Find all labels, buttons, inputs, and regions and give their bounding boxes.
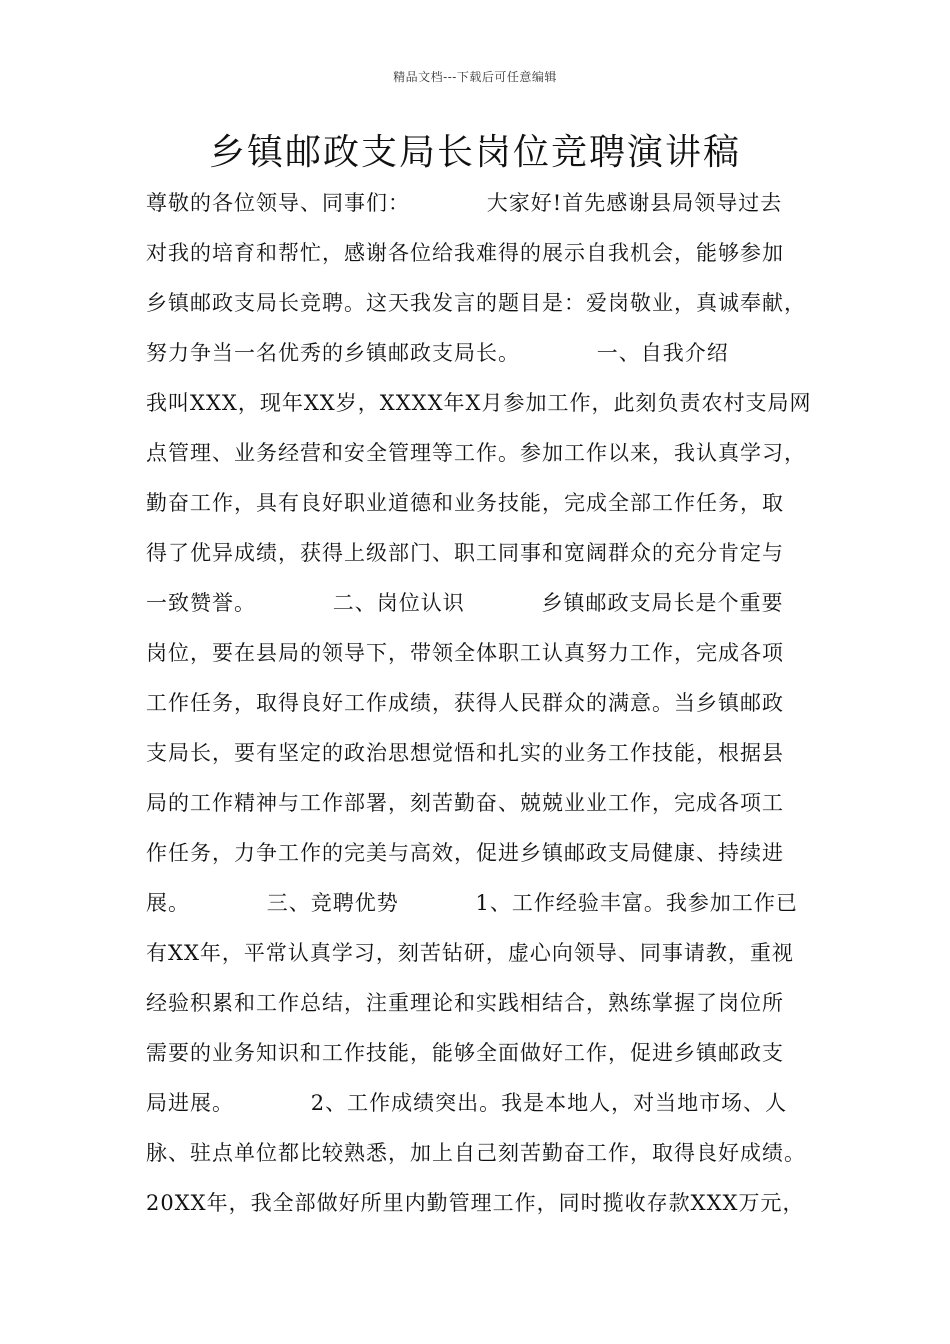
body-line: 需要的业务知识和工作技能，能够全面做好工作，促进乡镇邮政支 — [146, 1041, 784, 1065]
document-title: 乡镇邮政支局长岗位竞聘演讲稿 — [208, 132, 741, 173]
body-line: 经验积累和工作总结，注重理论和实践相结合，熟练掌握了岗位所 — [146, 991, 784, 1015]
body-text — [146, 178, 826, 1228]
body-line: 点管理、业务经营和安全管理等工作。参加工作以来，我认真学习， — [146, 441, 806, 465]
body-line: 局的工作精神与工作部署，刻苦勤奋、兢兢业业工作，完成各项工 — [146, 791, 784, 815]
body-line: 脉、驻点单位都比较熟悉，加上自己刻苦勤奋工作，取得良好成绩。 — [146, 1141, 806, 1165]
body-line: 作任务，力争工作的完美与高效，促进乡镇邮政支局健康、持续进 — [146, 841, 784, 865]
header-note: 精品文档---下载后可任意编辑 — [393, 70, 557, 84]
body-line: 有XX年，平常认真学习，刻苦钻研，虚心向领导、同事请教，重视 — [146, 941, 794, 965]
body-line: 一致赞誉。 二、岗位认识 乡镇邮政支局长是个重要 — [146, 591, 784, 615]
body-line: 努力争当一名优秀的乡镇邮政支局长。 一、自我介绍 — [146, 341, 729, 365]
body-line: 岗位，要在县局的领导下，带领全体职工认真努力工作，完成各项 — [146, 641, 784, 665]
body-line: 勤奋工作，具有良好职业道德和业务技能，完成全部工作任务，取 — [146, 491, 784, 515]
body-line: 得了优异成绩，获得上级部门、职工同事和宽阔群众的充分肯定与 — [146, 541, 784, 565]
body-line: 支局长，要有坚定的政治思想觉悟和扎实的业务工作技能，根据县 — [146, 741, 784, 765]
body-line: 我叫XXX，现年XX岁，XXXX年X月参加工作，此刻负责农村支局网 — [146, 391, 812, 415]
body-line: 对我的培育和帮忙，感谢各位给我难得的展示自我机会，能够参加 — [146, 241, 784, 265]
body-line: 20XX年，我全部做好所里内勤管理工作，同时揽收存款XXX万元， — [146, 1191, 805, 1215]
body-line: 尊敬的各位领导、同事们： 大家好!首先感谢县局领导过去 — [146, 191, 783, 215]
body-line: 局进展。 2、工作成绩突出。我是本地人，对当地市场、人 — [146, 1091, 788, 1115]
body-line: 乡镇邮政支局长竞聘。这天我发言的题目是：爱岗敬业，真诚奉献， — [146, 291, 806, 315]
body-line: 展。 三、竞聘优势 1、工作经验丰富。我参加工作已 — [146, 891, 798, 915]
body-line: 工作任务，取得良好工作成绩，获得人民群众的满意。当乡镇邮政 — [146, 691, 784, 715]
